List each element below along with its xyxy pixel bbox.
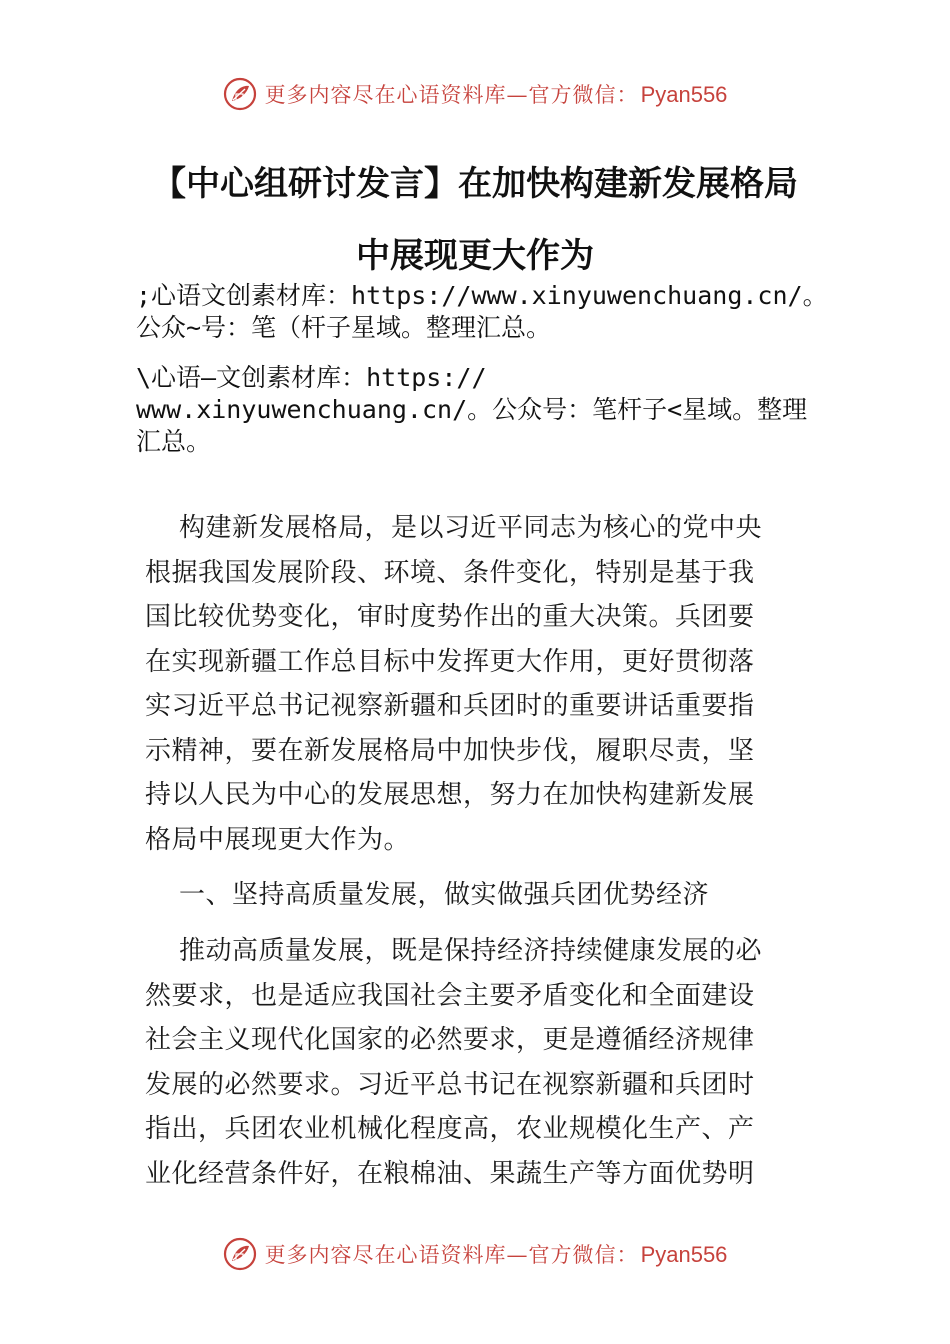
paragraph-line: 指出，兵团农业机械化程度高，农业规模化生产、产 [145,1114,755,1144]
section-heading-text: 一、坚持高质量发展，做实做强兵团优势经济 [179,880,710,910]
source-note-2 [136,362,856,458]
paragraph-line: 国比较优势变化，审时度势作出的重大决策。兵团要 [145,602,755,632]
footer-watermark [0,1234,950,1274]
source-note-line: 公众~号：笔（杆子星域。整理汇总。 [136,313,552,342]
body-paragraph-1 [145,506,815,862]
paragraph-line: 在实现新疆工作总目标中发挥更大作用，更好贯彻落 [145,646,755,677]
wechat-id: Pyan556 [640,1242,728,1267]
source-note-1 [136,280,856,344]
paragraph-line: 业化经营条件好，在粮棉油、果蔬生产等方面优势明 [145,1158,755,1189]
paragraph-line: 实习近平总书记视察新疆和兵团时的重要讲话重要指 [145,691,755,721]
source-note-line: ;心语文创素材库：https://www.xinyuwenchuang.cn/。 [136,281,828,310]
wechat-id: Pyan556 [640,82,728,107]
source-note-line: www.xinyuwenchuang.cn/。公众号：笔杆子<星域。整理 [136,395,808,424]
paragraph-line: 然要求，也是适应我国社会主要矛盾变化和全面建设 [145,980,755,1011]
paragraph-line: 发展的必然要求。习近平总书记在视察新疆和兵团时 [145,1069,755,1100]
paragraph-line: 推动高质量发展，既是保持经济持续健康发展的必 [179,936,763,966]
source-note-line: 汇总。 [136,427,212,456]
section-heading-1 [145,873,815,918]
source-note-line: \心语—文创素材库：https:// [136,363,487,392]
leaf-seal-icon [223,1237,257,1271]
watermark-text: 更多内容尽在心语资料库—官方微信：Pyan556 [264,1242,728,1267]
document-title-line1: 【中心组研讨发言】在加快构建新发展格局 [152,164,798,204]
body-paragraph-2 [145,929,815,1196]
document-title-line2: 中展现更大作为 [356,236,594,276]
paragraph-line: 根据我国发展阶段、环境、条件变化，特别是基于我 [145,557,755,588]
header-watermark [0,74,950,114]
paragraph-line: 持以人民为中心的发展思想，努力在加快构建新发展 [145,780,755,810]
paragraph-line: 社会主义现代化国家的必然要求，更是遵循经济规律 [145,1025,755,1055]
paragraph-line: 格局中展现更大作为。 [145,824,411,855]
paragraph-line: 示精神，要在新发展格局中加快步伐，履职尽责，坚 [145,735,755,766]
paragraph-line: 构建新发展格局，是以习近平同志为核心的党中央 [179,513,763,543]
leaf-seal-icon [223,77,257,111]
watermark-text: 更多内容尽在心语资料库—官方微信：Pyan556 [264,82,728,107]
